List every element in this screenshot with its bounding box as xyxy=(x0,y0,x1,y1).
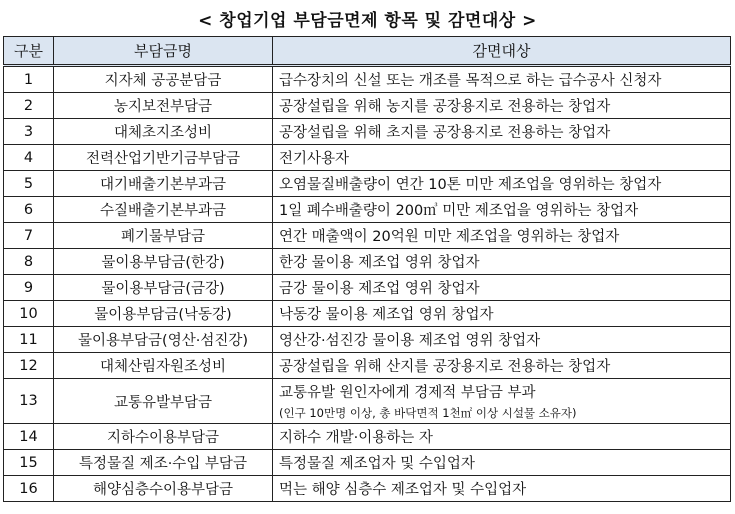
row-number: 9 xyxy=(4,275,54,301)
table-row xyxy=(4,327,731,353)
exemption-target xyxy=(273,93,731,119)
header-target: 감면대상 xyxy=(273,37,731,66)
row-number: 8 xyxy=(4,249,54,275)
table-row xyxy=(4,93,731,119)
row-number: 10 xyxy=(4,301,54,327)
charge-name: 대체초지조성비 xyxy=(54,119,273,145)
row-number: 11 xyxy=(4,327,54,353)
charge-name: 지자체 공공분담금 xyxy=(54,66,273,93)
table-row xyxy=(4,66,731,93)
charge-name: 교통유발부담금 xyxy=(54,379,273,424)
row-number: 6 xyxy=(4,197,54,223)
charge-name: 지하수이용부담금 xyxy=(54,424,273,450)
table-row xyxy=(4,119,731,145)
target-text: 오염물질배출량이 연간 10톤 미만 제조업을 영위하는 창업자 xyxy=(279,177,662,193)
target-text: 전기사용자 xyxy=(279,151,350,167)
charge-name: 해양심층수이용부담금 xyxy=(54,476,273,502)
exemption-target xyxy=(273,197,731,223)
target-text: 특정물질 제조업자 및 수입업자 xyxy=(279,456,475,472)
exemption-target xyxy=(273,119,731,145)
exemption-target xyxy=(273,249,731,275)
table-row xyxy=(4,301,731,327)
target-text: 먹는 해양 심층수 제조업자 및 수입업자 xyxy=(279,482,527,498)
header-no: 구분 xyxy=(4,37,54,66)
row-number: 16 xyxy=(4,476,54,502)
exemption-target xyxy=(273,171,731,197)
table-row xyxy=(4,223,731,249)
exemption-target xyxy=(273,66,731,93)
charge-name: 대기배출기본부과금 xyxy=(54,171,273,197)
row-number: 5 xyxy=(4,171,54,197)
charge-name: 물이용부담금(영산·섬진강) xyxy=(54,327,273,353)
target-text: 연간 매출액이 20억원 미만 제조업을 영위하는 창업자 xyxy=(279,229,620,245)
row-number: 13 xyxy=(4,379,54,424)
table-row xyxy=(4,353,731,379)
charge-name: 대체산림자원조성비 xyxy=(54,353,273,379)
charge-name: 특정물질 제조·수입 부담금 xyxy=(54,450,273,476)
target-text: 공장설립을 위해 농지를 공장용지로 전용하는 창업자 xyxy=(279,99,611,115)
exemption-target xyxy=(273,145,731,171)
charge-name: 수질배출기본부과금 xyxy=(54,197,273,223)
exemption-target xyxy=(273,223,731,249)
charge-name: 전력산업기반기금부담금 xyxy=(54,145,273,171)
exemption-target xyxy=(273,379,731,424)
target-text: 공장설립을 위해 산지를 공장용지로 전용하는 창업자 xyxy=(279,359,611,375)
exemption-target xyxy=(273,424,731,450)
table-row xyxy=(4,249,731,275)
table-row xyxy=(4,197,731,223)
table-row xyxy=(4,476,731,502)
table-row xyxy=(4,171,731,197)
charge-name: 폐기물부담금 xyxy=(54,223,273,249)
row-number: 14 xyxy=(4,424,54,450)
charge-name: 물이용부담금(한강) xyxy=(54,249,273,275)
table-row xyxy=(4,450,731,476)
row-number: 12 xyxy=(4,353,54,379)
target-text: 금강 물이용 제조업 영위 창업자 xyxy=(279,281,480,297)
row-number: 15 xyxy=(4,450,54,476)
exemption-target xyxy=(273,476,731,502)
exemption-table xyxy=(3,36,731,502)
table-header-row xyxy=(4,37,731,66)
exemption-target xyxy=(273,327,731,353)
target-text: 영산강·섬진강 물이용 제조업 영위 창업자 xyxy=(279,333,541,349)
charge-name: 물이용부담금(낙동강) xyxy=(54,301,273,327)
row-number: 3 xyxy=(4,119,54,145)
charge-name: 농지보전부담금 xyxy=(54,93,273,119)
target-text: 급수장치의 신설 또는 개조를 목적으로 하는 급수공사 신청자 xyxy=(279,73,662,89)
exemption-target xyxy=(273,450,731,476)
charge-name: 물이용부담금(금강) xyxy=(54,275,273,301)
exemption-target xyxy=(273,301,731,327)
target-text: 한강 물이용 제조업 영위 창업자 xyxy=(279,255,480,271)
row-number: 2 xyxy=(4,93,54,119)
table-row xyxy=(4,275,731,301)
target-text: 지하수 개발·이용하는 자 xyxy=(279,430,433,446)
header-name: 부담금명 xyxy=(54,37,273,66)
exemption-target xyxy=(273,353,731,379)
exemption-target xyxy=(273,275,731,301)
target-text: 교통유발 원인자에게 경제적 부담금 부과 xyxy=(279,385,536,401)
table-row xyxy=(4,424,731,450)
table-row xyxy=(4,379,731,424)
target-text: 공장설립을 위해 초지를 공장용지로 전용하는 창업자 xyxy=(279,125,611,141)
row-number: 7 xyxy=(4,223,54,249)
page-title: < 창업기업 부담금면제 항목 및 감면대상 > xyxy=(198,11,537,31)
row-number: 4 xyxy=(4,145,54,171)
target-text: 1일 폐수배출량이 200㎥ 미만 제조업을 영위하는 창업자 xyxy=(279,203,639,219)
target-note: (인구 10만명 이상, 총 바닥면적 1천㎡ 이상 시설물 소유자) xyxy=(279,406,577,420)
target-text: 낙동강 물이용 제조업 영위 창업자 xyxy=(279,307,494,323)
table-row xyxy=(4,145,731,171)
row-number: 1 xyxy=(4,66,54,93)
